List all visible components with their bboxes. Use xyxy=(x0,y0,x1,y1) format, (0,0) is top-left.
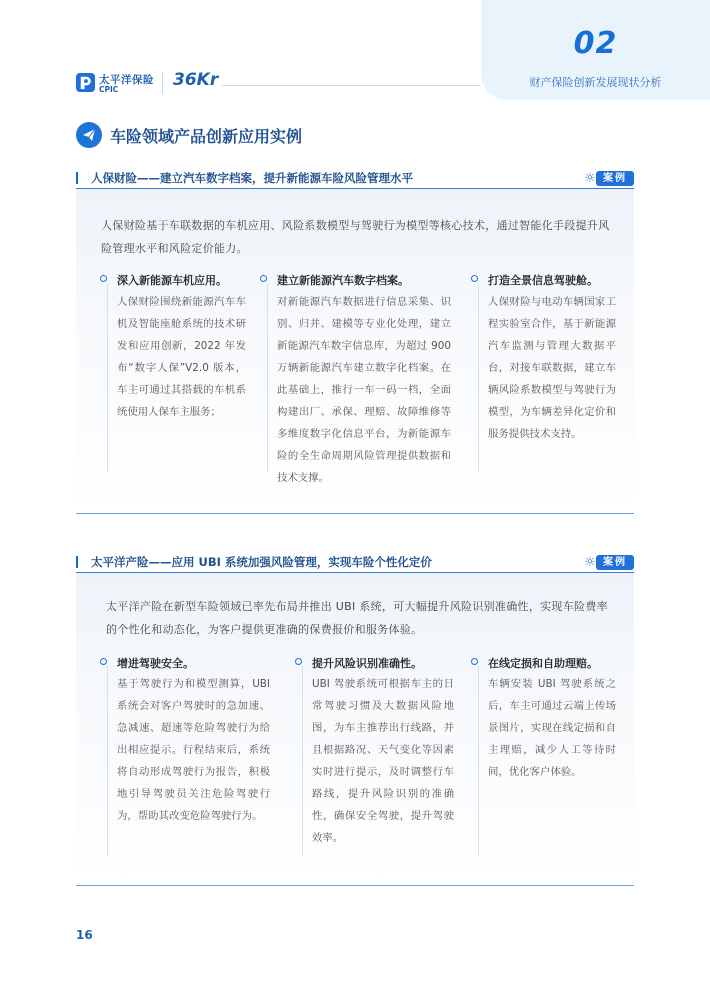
case-badge-1: 案例 xyxy=(596,171,634,186)
partner-logo: 36Kr xyxy=(173,70,219,90)
case1-col2-text: 对新能源汽车数据进行信息采集、识别、归并、建模等专业化处理，建立新能源汽车数字信息库，为超过 900 万辆新能源汽车建立数字化档案。在此基础上，推行一车一码一档，全面构建出厂、承保、理赔、故障维修等多维度数字化信息平台，为新能源车险的全生命周期风险管理提供数据和技术支撑。 xyxy=(277,296,451,484)
case2-col2-title: 提升风险识别准确性。 xyxy=(312,657,422,670)
lightbulb-icon: ☼ xyxy=(584,171,596,186)
case2-col1-title: 增进驾驶安全。 xyxy=(117,657,194,670)
case-badge-2: 案例 xyxy=(596,555,634,570)
case-marker xyxy=(76,172,82,184)
case1-col3-title: 打造全景信息驾驶舱。 xyxy=(488,274,598,287)
case-marker xyxy=(76,556,82,568)
column-rule xyxy=(478,283,479,473)
paper-plane-icon xyxy=(76,122,102,148)
case-title-1: 人保财险——建立汽车数字档案，提升新能源车险风险管理水平 xyxy=(91,171,413,185)
column-rule xyxy=(302,666,303,856)
case2-col3-title: 在线定损和自助理赔。 xyxy=(488,657,598,670)
case1-col1-text: 人保财险围绕新能源汽车车机及智能座舱系统的技术研发和应用创新，2022 年发布“数字人保”V2.0 版本，车主可通过其搭载的车机系统使用人保车主服务； xyxy=(117,296,246,418)
chapter-tab xyxy=(481,0,710,100)
case2-col2-text: UBI 驾驶系统可根据车主的日常驾驶习惯及大数据风险地图，为车主推荐出行线路，并且根据路况、天气变化等因素实时进行提示，及时调整行车路线，提升风险识别的准确性，确保安全驾驶，提升驾驶效率。 xyxy=(312,678,454,844)
case-intro-1: 人保财险基于车联数据的车机应用、风险系数模型与驾驶行为模型等核心技术，通过智能化手段提升风险管理水平和风险定价能力。 xyxy=(101,219,610,255)
case-intro-2: 太平洋产险在新型车险领域已率先布局并推出 UBI 系统，可大幅提升风险识别准确性，实现车险费率的个性化和动态化，为客户提供更准确的保费报价和服务体验。 xyxy=(106,600,608,636)
cpic-logo-icon xyxy=(76,73,95,92)
column-rule xyxy=(267,283,268,473)
case1-col1-title: 深入新能源车机应用。 xyxy=(117,274,227,287)
column-rule xyxy=(107,666,108,856)
column-rule xyxy=(107,283,108,473)
page-number: 16 xyxy=(76,928,93,942)
logo-divider xyxy=(162,72,163,94)
case1-col2-title: 建立新能源汽车数字档案。 xyxy=(277,274,409,287)
logo-text-cn: 太平洋保险 xyxy=(99,74,154,86)
case2-col1-text: 基于驾驶行为和模型测算，UBI 系统会对客户驾驶时的急加速、急减速、超速等危险驾驶行为给出相应提示。行程结束后，系统将自动形成驾驶行为报告，积极地引导驾驶员关注危险驾驶行为，帮助其改变危险驾驶行为。 xyxy=(117,678,270,822)
case1-col3-text: 人保财险与电动车辆国家工程实验室合作，基于新能源汽车监测与管理大数据平台，对接车联数据，建立车辆风险系数模型与驾驶行为模型，为车辆差异化定价和服务提供技术支持。 xyxy=(488,296,616,440)
case-title-2: 太平洋产险——应用 UBI 系统加强风险管理，实现车险个性化定价 xyxy=(91,555,432,569)
logo-text-en: CPIC xyxy=(99,85,119,94)
case-box-2-bottom xyxy=(76,885,634,886)
section-icon xyxy=(76,122,102,148)
section-title: 车险领域产品创新应用实例 xyxy=(110,127,303,146)
case2-col3-text: 车辆安装 UBI 驾驶系统之后，车主可通过云端上传场景图片，实现在线定损和自主理赔，减少人工等待时间，优化客户体验。 xyxy=(488,678,616,778)
lightbulb-icon: ☼ xyxy=(584,555,596,570)
chapter-title: 财产保险创新发展现状分析 xyxy=(529,76,662,89)
case-box-1-bottom xyxy=(76,513,634,514)
header-rule xyxy=(222,85,481,86)
column-rule xyxy=(478,666,479,856)
chapter-number: 02 xyxy=(573,26,618,61)
